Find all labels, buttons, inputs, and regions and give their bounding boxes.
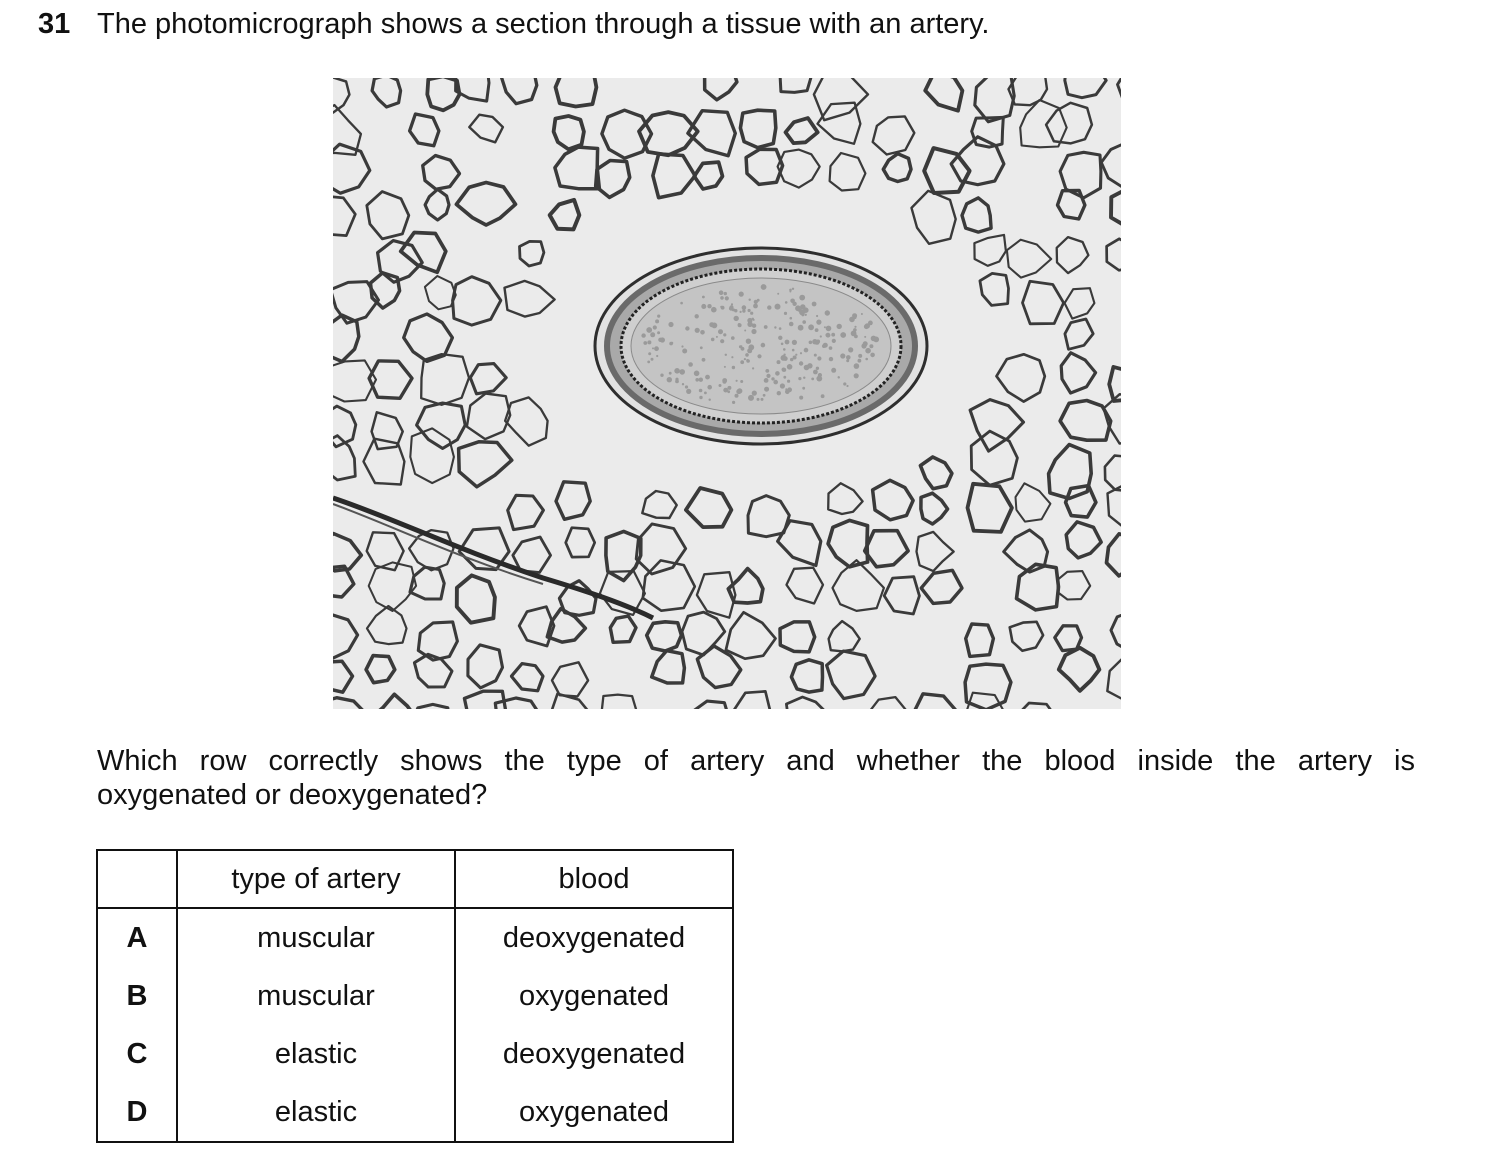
header-blood: blood (455, 850, 733, 908)
answer-row-d[interactable] (97, 1083, 733, 1142)
artery-cross-section (595, 248, 927, 444)
row-type: muscular (177, 908, 455, 967)
answer-table (96, 849, 734, 1143)
row-letter: A (97, 908, 177, 967)
row-letter: D (97, 1083, 177, 1142)
answer-row-b[interactable] (97, 967, 733, 1025)
question-prompt (97, 744, 1415, 812)
question-number: 31 (38, 8, 71, 40)
answer-table-header-row (97, 850, 733, 908)
question-stem: The photomicrograph shows a section through a tissue with an artery. (97, 8, 990, 40)
answer-row-a[interactable] (97, 908, 733, 967)
row-blood: oxygenated (455, 1083, 733, 1142)
row-blood: deoxygenated (455, 1025, 733, 1083)
row-letter: C (97, 1025, 177, 1083)
row-type: elastic (177, 1025, 455, 1083)
answer-row-c[interactable] (97, 1025, 733, 1083)
row-blood: deoxygenated (455, 908, 733, 967)
photomicrograph-image (333, 78, 1121, 709)
header-letter (97, 850, 177, 908)
row-type: muscular (177, 967, 455, 1025)
header-type-of-artery: type of artery (177, 850, 455, 908)
row-type: elastic (177, 1083, 455, 1142)
row-blood: oxygenated (455, 967, 733, 1025)
prompt-line-1: Which row correctly shows the type of artery and whether the blood inside the artery is (97, 745, 1415, 777)
prompt-line-2: oxygenated or deoxygenated? (97, 779, 488, 811)
row-letter: B (97, 967, 177, 1025)
